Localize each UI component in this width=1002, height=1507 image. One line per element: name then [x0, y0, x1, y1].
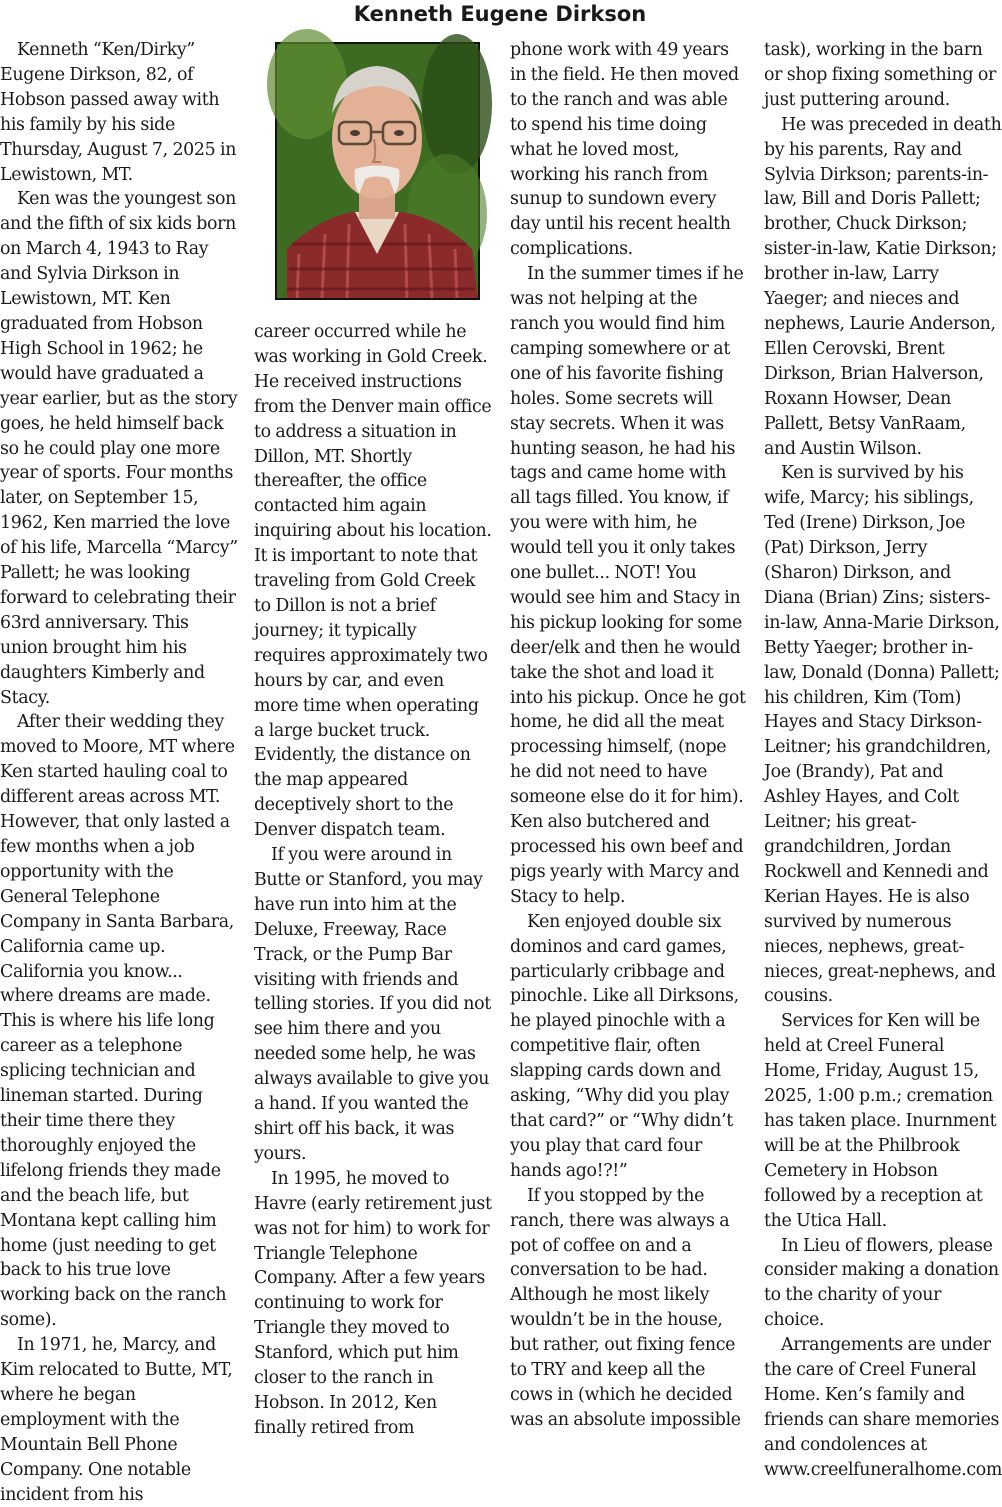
- text-column-4: [764, 38, 1002, 1480]
- paragraph: task), working in the barn or shop fixing something or just puttering around.: [764, 40, 996, 110]
- paragraph: career occurred while he was working in Gold Creek. He received instructions from the Denver main office to address a situation in Dillon, MT. Shortly thereafter, the office contacted him again inquiring about his location. It is important to note that traveling from Gold Creek to Dillon is not a brief journey; it typically requires approximately two hours by car, and even more time when operating a large bucket truck. Evidently, the distance on the map appeared deceptively short to the Denver dispatch team.: [254, 322, 492, 841]
- paragraph: He was preceded in death by his parents, Ray and Sylvia Dirkson; parents-in-law, Bill and Doris Pallett; brother, Chuck Dirkson; sister-in-law, Katie Dirkson; brother in-law, Larry Yaeger; and nieces and nephews, Laurie Anderson, Ellen Cerovski, Brent Dirkson, Brian Halverson, Roxann Howser, Dean Pallett, Betsy VanRaam, and Austin Wilson.: [764, 114, 1002, 459]
- paragraph: Kenneth “Ken/Dirky” Eugene Dirkson, 82, of Hobson passed away with his family by his side Thursday, August 7, 2025 in Lewistown, MT.: [0, 40, 237, 185]
- paragraph: After their wedding they moved to Moore, MT where Ken started hauling coal to different areas across MT. However, that only lasted a few months when a job opportunity with the General Telephone Company in Santa Barbara, California came up. California you know... where dreams are made. This is where his life long career as a telephone splicing technician and lineman started. During their time there they thoroughly enjoyed the lifelong friends they made and the beach life, but Montana kept calling him home (just needing to get back to his true love working back on the ranch some).: [0, 712, 235, 1331]
- paragraph: Arrangements are under the care of Creel Funeral Home. Ken’s family and friends can share memories and condolences at www.creelfuneralhome.com: [764, 1335, 1002, 1480]
- paragraph: Ken enjoyed double six dominos and card games, particularly cribbage and pinochle. Like all Dirksons, he played pinochle with a competitive flair, often slapping cards down and asking, “Why did you play that card?” or “Why didn’t you play that card four hands ago!?!”: [510, 911, 739, 1181]
- text-column-2: [254, 38, 492, 1438]
- paragraph: Ken is survived by his wife, Marcy; his siblings, Ted (Irene) Dirkson, Joe (Pat) Dirkson, Jerry (Sharon) Dirkson, and Diana (Brian) Zins; sisters-in-law, Anna-Marie Dirkson, Betty Yaeger; brother in-law, Donald (Donna) Pallett; his children, Kim (Tom) Hayes and Stacy Dirkson-Leitner; his grandchildren, Joe (Brandy), Pat and Ashley Hayes, and Colt Leitner; his great-grandchildren, Jordan Rockwell and Kennedi and Kerian Hayes. He is also survived by numerous nieces, nephews, great-nieces, great-nephews, and cousins.: [764, 463, 1000, 1007]
- paragraph: In 1971, he, Marcy, and Kim relocated to Butte, MT, where he began employment with the Mountain Bell Phone Company. One notable incident from his: [0, 1335, 233, 1505]
- paragraph: If you were around in Butte or Stanford, you may have run into him at the Deluxe, Freeway, Race Track, or the Pump Bar visiting with friends and telling stories. If you did not see him there and you needed some help, he was always available to give you a hand. If you wanted the shirt off his back, it was yours.: [254, 845, 491, 1164]
- paragraph: Services for Ken will be held at Creel Funeral Home, Friday, August 15, 2025, 1:00 p.m.; cremation has taken place. Inurnment will be at the Philbrook Cemetery in Hobson followed by a reception at the Utica Hall.: [764, 1011, 997, 1231]
- paragraph: In Lieu of flowers, please consider making a donation to the charity of your choice.: [764, 1235, 999, 1331]
- obituary-title: Kenneth Eugene Dirkson: [353, 2, 647, 26]
- paragraph: In the summer times if he was not helping at the ranch you would find him camping somewhere or at one of his favorite fishing holes. Some secrets will stay secrets. When it was hunting season, he had his tags and came home with all tags filled. You know, if you were with him, he would tell you it only takes one bullet... NOT! You would see him and Stacy in his pickup looking for some deer/elk and then he would take the shot and load it into his pickup. Once he got home, he did all the meat processing himself, (nope he did not need to have someone else do it for him). Ken also butchered and processed his own beef and pigs yearly with Marcy and Stacy to help.: [510, 264, 746, 907]
- text-column-3: [510, 38, 748, 1430]
- paragraph: If you stopped by the ranch, there was always a pot of coffee on and a conversation to be had. Although he most likely wouldn’t be in the house, but rather, out fixing fence to TRY and keep all the cows in (which he decided was an absolute impossible: [510, 1185, 741, 1430]
- paragraph: In 1995, he moved to Havre (early retirement just was not for him) to work for Triangle Telephone Company. After a few years continuing to work for Triangle they moved to Stanford, which put him closer to the ranch in Hobson. In 2012, Ken finally retired from: [254, 1168, 492, 1438]
- paragraph: Ken was the youngest son and the fifth of six kids born on March 4, 1943 to Ray and Sylvia Dirkson in Lewistown, MT. Ken graduated from Hobson High School in 1962; he would have graduated a year earlier, but as the story goes, he held himself back so he could play one more year of sports. Four months later, on September 15, 1962, Ken married the love of his life, Marcella “Marcy” Pallett; he was looking forward to celebrating their 63rd anniversary. This union brought him his daughters Kimberly and Stacy.: [0, 189, 238, 708]
- photo-spacer: [254, 38, 492, 320]
- paragraph: phone work with 49 years in the field. He then moved to the ranch and was able to spend his time doing what he loved most, working his ranch from sunup to sundown every day until his recent health complications.: [510, 40, 739, 260]
- text-column-1: [0, 38, 238, 1505]
